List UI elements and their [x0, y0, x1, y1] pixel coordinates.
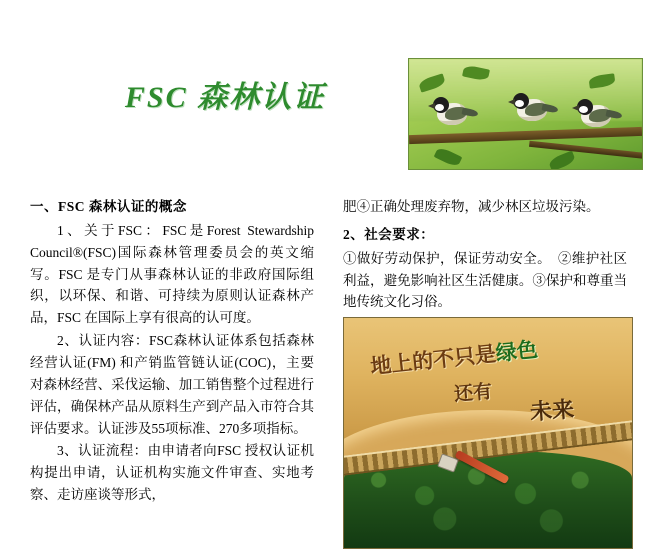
- photo-caption-line1-prefix: 地上的不只是: [369, 341, 498, 379]
- bird-icon: [513, 93, 553, 127]
- bird-icon: [433, 97, 473, 131]
- photo-caption-line3: 未来: [529, 396, 575, 425]
- paragraph-certification-content: 2、认证内容：FSC森林认证体系包括森林经营认证(FM) 和产销监管链认证(COC)，主要对森林经营、采伐运输、加工销售整个过程进行评估，确保林产品从原料生产到产品入市符合其评估要求。认证涉及55项标准、270多项指标。: [30, 333, 314, 436]
- section-heading-social: 2、社会要求：: [343, 226, 435, 242]
- section-heading: 一、FSC 森林认证的概念: [30, 199, 187, 214]
- paragraph-continuation: 肥④正确处理废弃物，减少林区垃圾污染。: [343, 199, 600, 214]
- paragraph-certification-process: 3、认证流程：由申请者向FSC 授权认证机构提出申请，认证机构实施文件审查、实地考察、走访座谈等形式，: [30, 443, 314, 503]
- desert-forest-zipper-photo: [343, 317, 633, 549]
- page-title: FSC 森林认证: [124, 81, 326, 114]
- right-column: [343, 196, 627, 314]
- photo-caption-line1-green: 绿色: [494, 337, 539, 366]
- left-column: [30, 196, 314, 507]
- photo-caption-line2: 还有: [453, 381, 494, 406]
- paragraph-about-fsc: 1、关于FSC：FSC是Forest Stewardship Council®(FSC)国际森林管理委员会的英文缩写。FSC 是专门从事森林认证的非政府国际组织，以环保、和谐、可持续为原则认证森林产品，FSC 在国际上享有很高的认可度。: [30, 222, 314, 326]
- paragraph-social-requirements: ①做好劳动保护，保证劳动安全。 ②维护社区利益，避免影响社区生活健康。③保护和尊重当地传统文化习俗。: [343, 250, 627, 310]
- bird-icon: [577, 99, 617, 133]
- birds-on-branch-photo: [408, 58, 643, 170]
